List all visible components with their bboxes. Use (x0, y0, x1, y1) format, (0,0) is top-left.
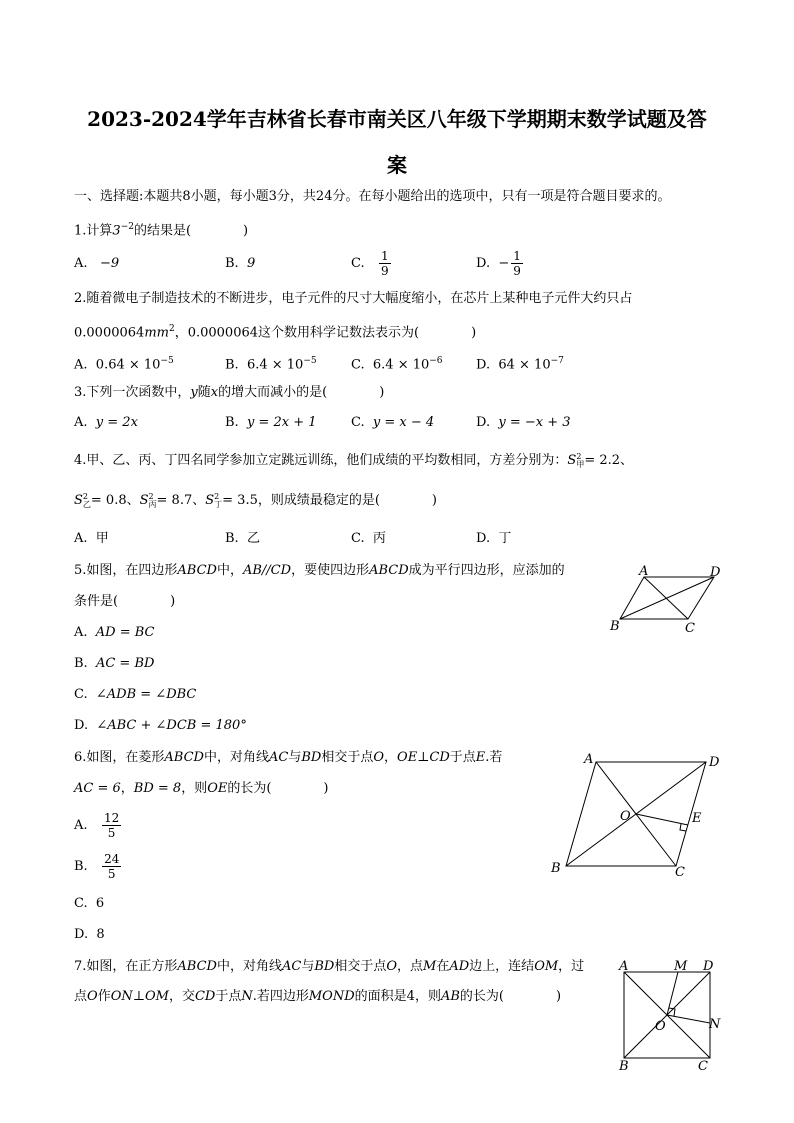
label-o: O (620, 809, 631, 824)
question-4-line-1: 4.甲、乙、丙、丁四名同学参加立定跳远训练，他们成绩的平均数相同，方差分别为：S 2 甲 = 2.2、 (74, 451, 634, 469)
q7-figure-square (612, 957, 722, 1077)
q2-option-b[interactable]: B. $6.4 \times 10^{-5}$ (225, 356, 317, 373)
q6-figure-rhombus (548, 750, 728, 880)
q1-option-b[interactable]: B. 9 (225, 256, 256, 271)
q2-option-a[interactable]: A. $0.64 \times 10^{-5}$ (74, 356, 174, 373)
right-angle-mark (680, 824, 686, 831)
q5-option-c[interactable]: C. ∠ADB = ∠DBC (74, 687, 197, 702)
question-2-line-2: $0.0000064mm^2$，0.0000064这个数用科学记数法表示为( ) (74, 324, 477, 341)
q6-option-a[interactable]: A. $\frac{12}{5}$ (74, 811, 120, 840)
section-heading: 一、选择题:本题共8小题，每小题3分，共24分。在每小题给出的选项中，只有一项是符合题目要求的。 (74, 189, 671, 204)
diagonal-bd (620, 577, 714, 619)
label-c: C (698, 1059, 708, 1074)
label-c: C (685, 621, 695, 636)
label-n: N (709, 1017, 721, 1032)
title-line-2: 案 (387, 153, 407, 177)
label-d: D (703, 959, 714, 974)
label-b: B (619, 1059, 629, 1074)
q3-option-a[interactable]: A. y = 2x (74, 415, 138, 430)
q2-option-c[interactable]: C. $6.4 \times 10^{-6}$ (351, 356, 443, 373)
label-b: B (551, 861, 561, 876)
label-d: D (709, 755, 720, 770)
question-5-line-1: 5.如图，在四边形ABCD中，AB//CD，要使四边形ABCD成为平行四边形，应添加的 (74, 563, 565, 578)
label-d: D (710, 565, 721, 580)
question-5-line-2: 条件是( ) (74, 594, 176, 609)
q5-option-a[interactable]: A. AD = BC (74, 625, 155, 640)
question-4-line-2: S 2 乙 = 0.8、S 2 丙 = 8.7、S 2 丁 = 3.5，则成绩最稳定的是( ) (74, 491, 438, 509)
q5-option-d[interactable]: D. ∠ABC + ∠DCB = 180° (74, 718, 247, 733)
label-b: B (610, 619, 620, 634)
q6-option-b[interactable]: B. $\frac{24}{5}$ (74, 852, 120, 881)
q6-option-c[interactable]: C. 6 (74, 896, 105, 911)
fraction: $\frac{1}{9}$ (513, 249, 521, 278)
question-3-stem: 3.下列一次函数中，y随x的增大而减小的是( ) (74, 385, 385, 400)
question-1-stem: 1.计算$3^{-2}$的结果是( ) (74, 222, 249, 239)
question-7-line-2: 点O作ON⊥OM，交CD于点N.若四边形MOND的面积是4，则AB的长为( ) (74, 989, 562, 1004)
label-a: A (584, 752, 594, 767)
fraction: $\frac{12}{5}$ (103, 811, 120, 840)
page-title (40, 96, 754, 188)
q6-option-d[interactable]: D. 8 (74, 927, 105, 942)
label-a: A (639, 564, 649, 579)
q4-option-d[interactable]: D. 丁 (476, 531, 512, 546)
q3-option-c[interactable]: C. y = x − 4 (351, 415, 435, 430)
q4-option-b[interactable]: B. 乙 (225, 531, 260, 546)
fraction: $\frac{24}{5}$ (104, 852, 120, 881)
label-m: M (674, 959, 688, 974)
question-2-line-1: 2.随着微电子制造技术的不断进步，电子元件的尺寸大幅度缩小，在芯片上某种电子元件大约只占 (74, 291, 633, 306)
q3-option-d[interactable]: D. y = −x + 3 (476, 415, 571, 430)
title-line-1: 2023-2024学年吉林省长春市南关区八年级下学期期末数学试题及答 (87, 107, 707, 131)
question-7-line-1: 7.如图，在正方形ABCD中，对角线AC与BD相交于点O，点M在AD边上，连结OM，过 (74, 959, 585, 974)
q1-option-d[interactable]: D. − $\frac{1}{9}$ (476, 249, 521, 278)
label-o: O (655, 1019, 666, 1034)
q5-option-b[interactable]: B. AC = BD (74, 656, 155, 671)
q3-option-b[interactable]: B. y = 2x + 1 (225, 415, 317, 430)
q1-option-c[interactable]: C. $\frac{1}{9}$ (351, 249, 389, 278)
q4-option-c[interactable]: C. 丙 (351, 531, 386, 546)
question-6-line-1: 6.如图，在菱形ABCD中，对角线AC与BD相交于点O，OE⊥CD于点E.若 (74, 750, 503, 765)
label-e: E (692, 811, 702, 826)
question-6-line-2: AC = 6，BD = 8，则OE的长为( ) (74, 781, 329, 796)
q5-figure-quadrilateral (606, 562, 726, 634)
q2-option-d[interactable]: D. $64 \times 10^{-7}$ (476, 356, 564, 373)
fraction: $\frac{1}{9}$ (381, 249, 389, 278)
q4-option-a[interactable]: A. 甲 (74, 531, 109, 546)
label-a: A (619, 959, 629, 974)
q1-option-a[interactable]: A. −9 (74, 256, 120, 271)
label-c: C (675, 865, 685, 880)
